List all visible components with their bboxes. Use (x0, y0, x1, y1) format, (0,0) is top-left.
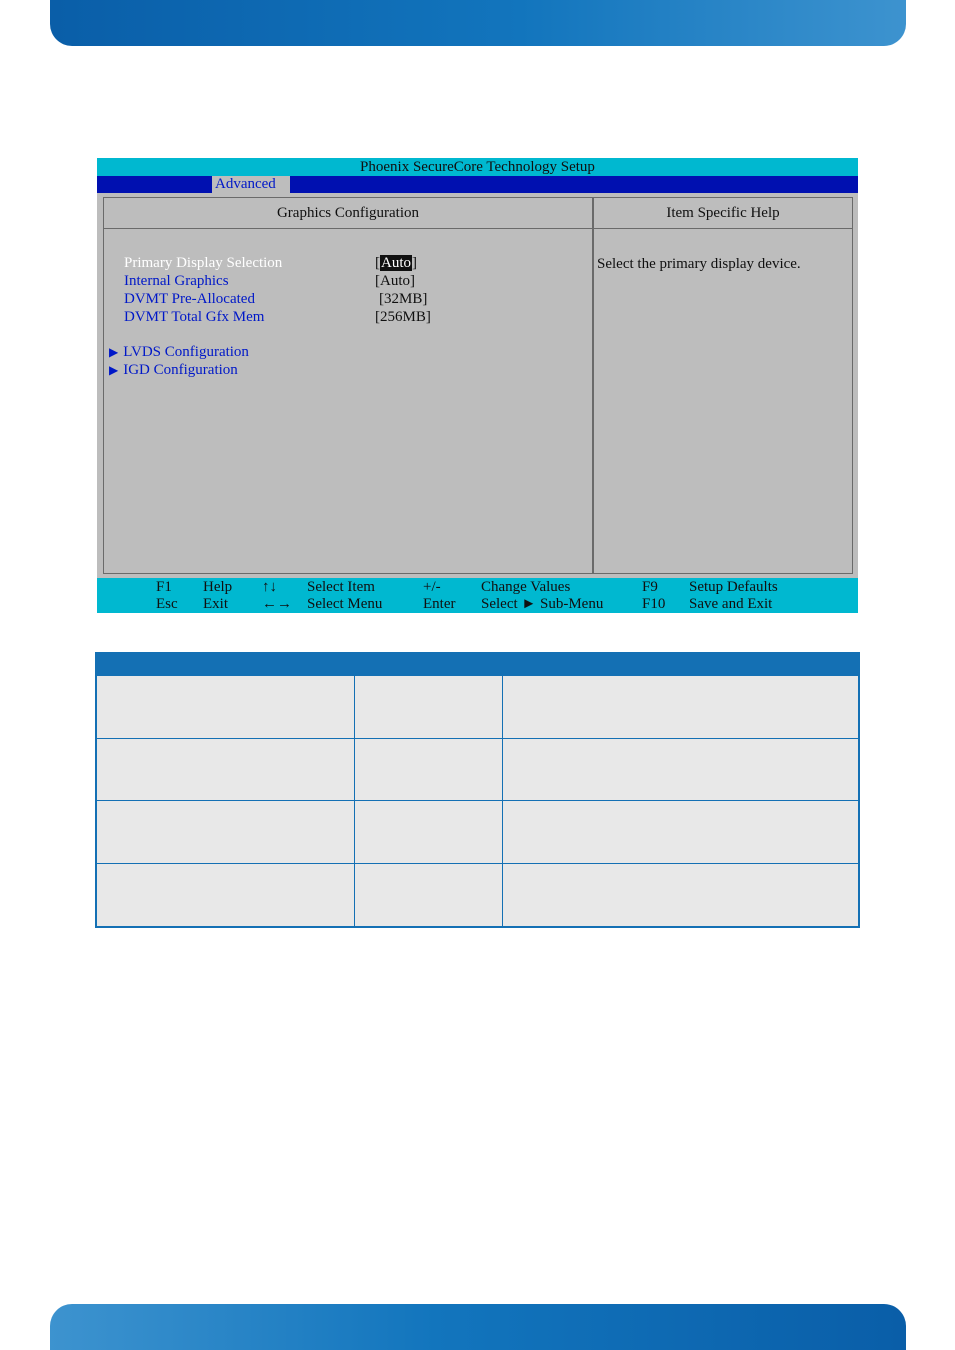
tab-advanced[interactable]: Advanced (212, 176, 290, 193)
table-column-divider (354, 654, 355, 926)
submenu-lvds-configuration[interactable] (109, 344, 249, 361)
setting-primary-display-selection[interactable]: Primary Display Selection (124, 255, 283, 271)
submenu-igd-configuration[interactable] (109, 362, 238, 379)
key-f9: F9 (642, 579, 658, 595)
key-desc-save-and-exit: Save and Exit (689, 596, 773, 612)
key-desc-select-menu: Select Menu (307, 596, 383, 612)
settings-table (95, 652, 860, 928)
key-up-down: ↑↓ (262, 579, 277, 595)
page-footer-band (50, 1304, 906, 1350)
settings-panel (103, 197, 593, 574)
key-desc-exit: Exit (203, 596, 228, 612)
setting-value-internal-graphics[interactable]: [Auto] (375, 273, 415, 289)
submenu-label: IGD Configuration (123, 362, 238, 378)
triangle-right-icon: ▶ (109, 345, 119, 359)
key-desc-help: Help (203, 579, 233, 595)
key-desc-select-item: Select Item (307, 579, 375, 595)
key-desc-select-submenu: Select ► Sub-Menu (481, 596, 604, 612)
setting-dvmt-total-gfx-mem[interactable]: DVMT Total Gfx Mem (124, 309, 265, 325)
key-left-right: ←→ (262, 596, 292, 612)
bios-setup-screen (97, 158, 858, 613)
setting-dvmt-pre-allocated[interactable]: DVMT Pre-Allocated (124, 291, 255, 307)
key-plus-minus: +/- (423, 579, 441, 595)
table-row-divider (97, 800, 858, 801)
key-desc-setup-defaults: Setup Defaults (689, 579, 778, 595)
help-text: Select the primary display device. (597, 256, 801, 272)
table-row-divider (97, 738, 858, 739)
table-column-divider (502, 654, 503, 926)
submenu-label: LVDS Configuration (123, 344, 249, 360)
triangle-right-icon: ▶ (109, 363, 119, 377)
help-panel (593, 197, 853, 574)
key-esc: Esc (156, 596, 178, 612)
panel-title: Graphics Configuration (104, 198, 592, 229)
setting-internal-graphics[interactable]: Internal Graphics (124, 273, 229, 289)
setting-value-dvmt-total-gfx-mem[interactable]: [256MB] (375, 309, 431, 325)
bios-title: Phoenix SecureCore Technology Setup (97, 158, 858, 176)
help-panel-title: Item Specific Help (594, 198, 852, 229)
key-enter: Enter (423, 596, 456, 612)
key-f1: F1 (156, 579, 172, 595)
page-header-band (50, 0, 906, 46)
selected-value: Auto (381, 255, 411, 271)
table-row-divider (97, 863, 858, 864)
setting-value-primary-display[interactable]: [Auto] (375, 255, 417, 271)
bios-menu-bar (97, 176, 858, 193)
setting-value-dvmt-pre-allocated[interactable]: [32MB] (379, 291, 428, 307)
key-f10: F10 (642, 596, 666, 612)
key-desc-change-values: Change Values (481, 579, 571, 595)
bios-key-legend (97, 578, 858, 613)
table-header (97, 654, 858, 676)
